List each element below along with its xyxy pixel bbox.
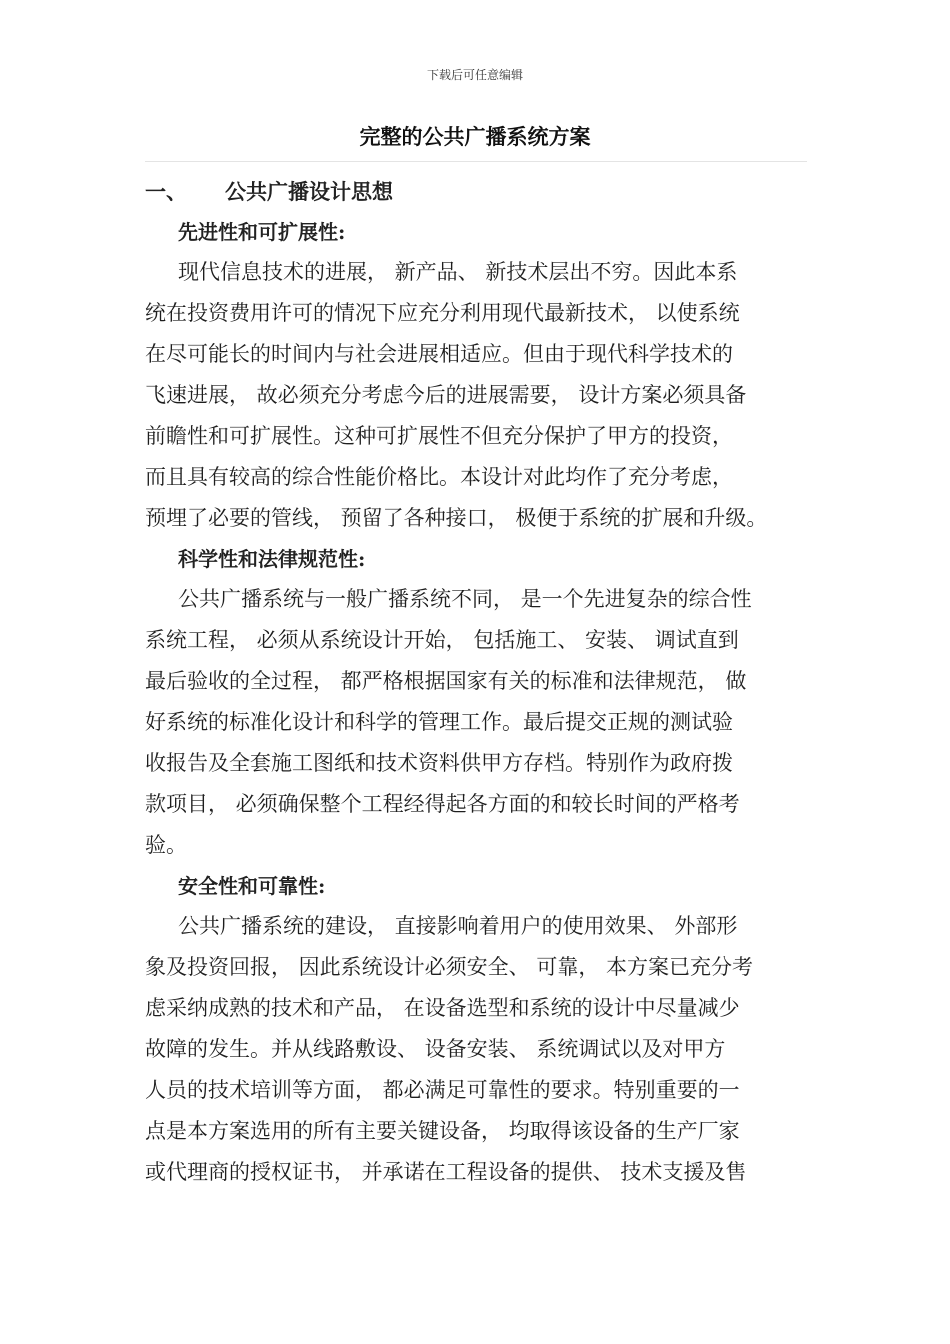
paragraph-line: 好系统的标准化设计和科学的管理工作。最后提交正规的测试验 bbox=[145, 710, 733, 734]
header-note: 下载后可任意编辑 bbox=[426, 68, 523, 82]
paragraph-line: 故障的发生。并从线路敷设、 设备安装、 系统调试以及对甲方 bbox=[145, 1037, 726, 1061]
paragraph-line: 或代理商的授权证书， 并承诺在工程设备的提供、 技术支援及售 bbox=[145, 1160, 747, 1184]
paragraph-line: 现代信息技术的进展， 新产品、 新技术层出不穷。因此本系 bbox=[178, 260, 738, 284]
paragraph-line: 最后验收的全过程， 都严格根据国家有关的标准和法律规范， 做 bbox=[145, 669, 747, 693]
paragraph-line: 点是本方案选用的所有主要关键设备， 均取得该设备的生产厂家 bbox=[145, 1119, 740, 1143]
section-heading bbox=[145, 171, 810, 212]
paragraph-line: 在尽可能长的时间内与社会进展相适应。但由于现代科学技术的 bbox=[145, 342, 733, 366]
paragraph-line: 预埋了必要的管线， 预留了各种接口， 极便于系统的扩展和升级。 bbox=[145, 506, 768, 530]
subheading-security-reliability: 安全性和可靠性: bbox=[178, 874, 326, 898]
document-body bbox=[145, 171, 810, 1193]
paragraph-line: 飞速进展， 故必须充分考虑今后的进展需要， 设计方案必须具备 bbox=[145, 383, 747, 407]
paragraph-line: 款项目， 必须确保整个工程经得起各方面的和较长时间的严格考 bbox=[145, 792, 740, 816]
paragraph-line: 验。 bbox=[145, 833, 187, 857]
paragraph-line: 而且具有较高的综合性能价格比。本设计对此均作了充分考虑， bbox=[145, 465, 733, 489]
section-number: 一、 bbox=[145, 179, 187, 204]
title-divider bbox=[145, 161, 807, 162]
paragraph-line: 虑采纳成熟的技术和产品， 在设备选型和系统的设计中尽量减少 bbox=[145, 996, 740, 1020]
paragraph-line: 系统工程， 必须从系统设计开始， 包括施工、 安装、 调试直到 bbox=[145, 628, 739, 652]
paragraph-line: 收报告及全套施工图纸和技术资料供甲方存档。特别作为政府拨 bbox=[145, 751, 733, 775]
subheading-scientific-legal: 科学性和法律规范性: bbox=[178, 547, 366, 571]
section-title: 公共广播设计思想 bbox=[225, 179, 393, 204]
paragraph-line: 公共广播系统的建设， 直接影响着用户的使用效果、 外部形 bbox=[178, 914, 738, 938]
paragraph-line: 人员的技术培训等方面， 都必满足可靠性的要求。特别重要的一 bbox=[145, 1078, 740, 1102]
paragraph-line: 公共广播系统与一般广播系统不同， 是一个先进复杂的综合性 bbox=[178, 587, 752, 611]
document-title: 完整的公共广播系统方案 bbox=[359, 124, 591, 149]
subheading-advanced-scalable: 先进性和可扩展性: bbox=[178, 220, 346, 244]
paragraph-line: 象及投资回报， 因此系统设计必须安全、 可靠， 本方案已充分考 bbox=[145, 955, 754, 979]
paragraph-line: 前瞻性和可扩展性。这种可扩展性不但充分保护了甲方的投资， bbox=[145, 424, 733, 448]
paragraph-line: 统在投资费用许可的情况下应充分利用现代最新技术， 以使系统 bbox=[145, 301, 740, 325]
